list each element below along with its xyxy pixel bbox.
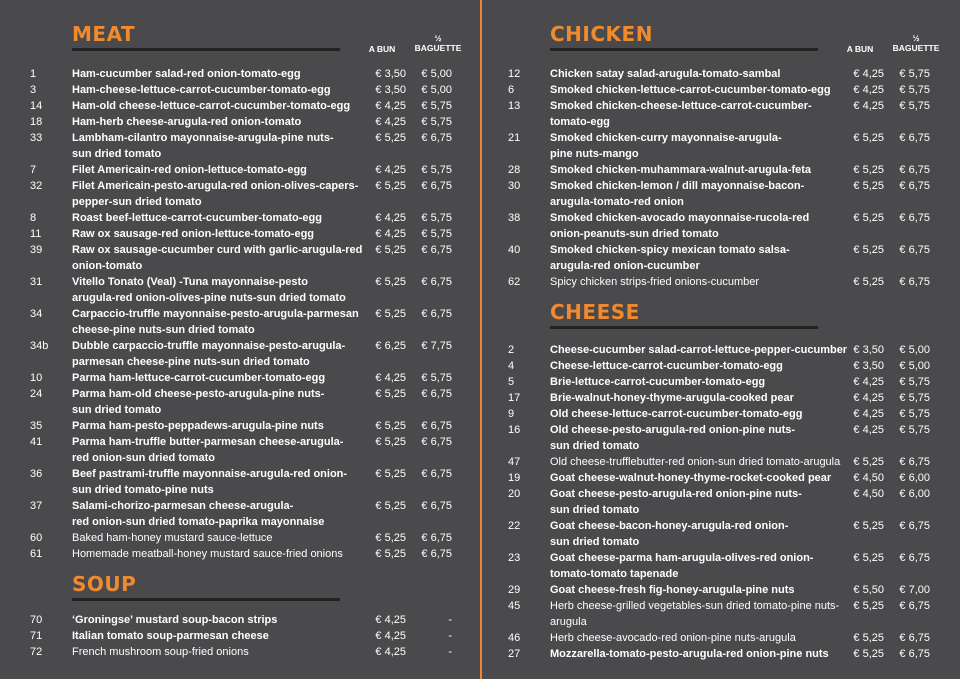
price-bun: € 5,25	[375, 436, 406, 448]
price-baguette: € 6,00	[899, 472, 930, 484]
soup-list	[28, 612, 452, 660]
col-head-baguette	[412, 33, 464, 53]
item-name: Brie-walnut-honey-thyme-arugula-cooked pear	[550, 392, 794, 404]
meat-title: MEAT	[72, 22, 136, 46]
menu-item	[28, 418, 452, 434]
price-bun: € 4,25	[853, 408, 884, 420]
price-baguette: € 6,75	[421, 436, 452, 448]
price-baguette: € 6,75	[421, 276, 452, 288]
item-number: 19	[508, 472, 521, 484]
item-name: Brie-lettuce-carrot-cucumber-tomato-egg	[550, 376, 766, 388]
menu-item	[28, 628, 452, 644]
item-name: ‘Groningse’ mustard soup-bacon strips	[72, 614, 278, 626]
price-baguette: € 5,75	[899, 408, 930, 420]
item-name: Mozzarella-tomato-pesto-arugula-red onion-pine nuts	[550, 648, 829, 660]
item-number: 24	[30, 388, 43, 400]
menu-item	[506, 242, 930, 274]
item-name: Cheese-lettuce-carrot-cucumber-tomato-egg	[550, 360, 783, 372]
price-baguette: € 6,75	[421, 180, 452, 192]
price-baguette: € 7,75	[421, 340, 452, 352]
menu-item	[28, 370, 452, 386]
price-bun: € 3,50	[853, 360, 884, 372]
price-baguette: € 5,75	[899, 68, 930, 80]
price-bun: € 4,25	[375, 614, 406, 626]
item-name: Filet Americain-red onion-lettuce-tomato-egg	[72, 164, 307, 176]
price-bun: € 3,50	[853, 344, 884, 356]
item-name: Baked ham-honey mustard sauce-lettuce	[72, 532, 273, 544]
menu-item	[28, 82, 452, 98]
item-name: Chicken satay salad-arugula-tomato-sambal	[550, 68, 781, 80]
price-bun: € 5,25	[375, 180, 406, 192]
price-bun: € 4,25	[375, 116, 406, 128]
item-name: Beef pastrami-truffle mayonnaise-arugula-red onion- sun dried tomato-pine nuts	[72, 468, 348, 496]
price-baguette: € 5,75	[421, 228, 452, 240]
item-number: 38	[508, 212, 521, 224]
col-head-baguette-label: BAGUETTE	[414, 43, 462, 53]
price-bun: € 5,25	[853, 456, 884, 468]
price-baguette: € 5,75	[421, 100, 452, 112]
item-number: 62	[508, 276, 521, 288]
price-baguette: € 5,75	[421, 116, 452, 128]
price-baguette: -	[448, 614, 452, 626]
price-baguette: € 5,75	[421, 212, 452, 224]
price-baguette: € 5,75	[421, 164, 452, 176]
cheese-header	[506, 300, 930, 330]
item-name: Smoked chicken-avocado mayonnaise-rucola-red onion-peanuts-sun dried tomato	[550, 212, 810, 240]
item-name: Ham-herb cheese-arugula-red onion-tomato	[72, 116, 302, 128]
menu-item	[506, 342, 930, 358]
price-bun: € 4,25	[375, 212, 406, 224]
menu-item	[506, 454, 930, 470]
menu-item	[506, 358, 930, 374]
price-baguette: -	[448, 630, 452, 642]
price-baguette: € 6,75	[899, 244, 930, 256]
price-bun: € 5,25	[375, 276, 406, 288]
menu-item	[506, 98, 930, 130]
menu-item	[506, 390, 930, 406]
price-baguette: -	[448, 646, 452, 658]
menu-item	[506, 422, 930, 454]
cheese-section	[506, 300, 930, 662]
meat-header	[28, 22, 462, 54]
item-name: Old cheese-trufflebutter-red onion-sun dried tomato-arugula	[550, 456, 841, 468]
price-bun: € 4,25	[853, 100, 884, 112]
price-bun: € 4,25	[853, 376, 884, 388]
menu-item	[28, 466, 452, 498]
item-name: Raw ox sausage-cucumber curd with garlic-arugula-red onion-tomato	[72, 244, 363, 272]
item-name: Smoked chicken-curry mayonnaise-arugula- pine nuts-mango	[550, 132, 782, 160]
price-bun: € 5,25	[375, 308, 406, 320]
menu-item	[28, 306, 452, 338]
item-name: Cheese-cucumber salad-carrot-lettuce-pepper-cucumber	[550, 344, 848, 356]
price-baguette: € 6,75	[899, 132, 930, 144]
item-name: Carpaccio-truffle mayonnaise-pesto-arugula-parmesan cheese-pine nuts-sun dried tomato	[72, 308, 359, 336]
chicken-list	[506, 66, 930, 290]
item-number: 36	[30, 468, 43, 480]
price-baguette: € 6,75	[899, 520, 930, 532]
chicken-rule	[550, 48, 818, 51]
price-bun: € 5,25	[853, 648, 884, 660]
menu-item	[506, 518, 930, 550]
item-number: 9	[508, 408, 515, 420]
item-number: 5	[508, 376, 515, 388]
item-number: 45	[508, 600, 521, 612]
item-number: 29	[508, 584, 521, 596]
item-number: 6	[508, 84, 515, 96]
menu-item	[506, 210, 930, 242]
item-name: Smoked chicken-lettuce-carrot-cucumber-tomato-egg	[550, 84, 831, 96]
item-name: Spicy chicken strips-fried onions-cucumber	[550, 276, 760, 288]
price-bun: € 4,50	[853, 472, 884, 484]
price-bun: € 4,25	[375, 372, 406, 384]
item-number: 23	[508, 552, 521, 564]
item-name: Old cheese-pesto-arugula-red onion-pine nuts- sun dried tomato	[550, 424, 796, 452]
item-name: Parma ham-truffle butter-parmesan cheese-arugula- red onion-sun dried tomato	[72, 436, 344, 464]
price-baguette: € 6,75	[899, 276, 930, 288]
price-baguette: € 5,75	[899, 84, 930, 96]
item-name: French mushroom soup-fried onions	[72, 646, 249, 658]
meat-rule	[72, 48, 340, 51]
item-name: Smoked chicken-spicy mexican tomato salsa- arugula-red onion-cucumber	[550, 244, 790, 272]
menu-item	[28, 98, 452, 114]
item-number: 61	[30, 548, 43, 560]
menu-item	[506, 406, 930, 422]
menu-item	[506, 630, 930, 646]
menu-item	[28, 612, 452, 628]
price-bun: € 3,50	[375, 68, 406, 80]
price-baguette: € 5,00	[899, 344, 930, 356]
price-baguette: € 5,75	[899, 424, 930, 436]
price-baguette: € 5,75	[899, 392, 930, 404]
price-bun: € 5,25	[853, 212, 884, 224]
menu-item	[506, 470, 930, 486]
price-bun: € 5,25	[375, 420, 406, 432]
item-number: 20	[508, 488, 521, 500]
item-name: Ham-cheese-lettuce-carrot-cucumber-tomato-egg	[72, 84, 331, 96]
price-bun: € 4,25	[375, 630, 406, 642]
cheese-title: CHEESE	[550, 300, 640, 324]
item-name: Parma ham-pesto-peppadews-arugula-pine nuts	[72, 420, 324, 432]
menu-item	[506, 486, 930, 518]
item-name: Lambham-cilantro mayonnaise-arugula-pine nuts- sun dried tomato	[72, 132, 334, 160]
meat-list	[28, 66, 452, 562]
item-number: 2	[508, 344, 515, 356]
menu-item	[506, 582, 930, 598]
item-number: 72	[30, 646, 43, 658]
price-baguette: € 6,75	[899, 212, 930, 224]
price-bun: € 5,25	[853, 132, 884, 144]
meat-section	[28, 22, 462, 562]
item-number: 16	[508, 424, 521, 436]
item-number: 60	[30, 532, 43, 544]
menu-item	[506, 130, 930, 162]
item-number: 30	[508, 180, 521, 192]
price-bun: € 5,25	[375, 532, 406, 544]
price-bun: € 5,25	[853, 164, 884, 176]
price-baguette: € 6,75	[421, 420, 452, 432]
item-number: 37	[30, 500, 43, 512]
item-name: Parma ham-lettuce-carrot-cucumber-tomato-egg	[72, 372, 326, 384]
item-name: Goat cheese-parma ham-arugula-olives-red onion- tomato-tomato tapenade	[550, 552, 814, 580]
item-number: 32	[30, 180, 43, 192]
item-number: 4	[508, 360, 515, 372]
cheese-rule	[550, 326, 818, 329]
col-head-bun: A BUN	[368, 44, 396, 54]
item-number: 7	[30, 164, 37, 176]
item-name: Herb cheese-avocado-red onion-pine nuts-arugula	[550, 632, 796, 644]
menu-item	[506, 82, 930, 98]
cheese-list	[506, 342, 930, 662]
menu-item	[28, 178, 452, 210]
item-name: Goat cheese-fresh fig-honey-arugula-pine nuts	[550, 584, 795, 596]
menu-item	[28, 338, 452, 370]
col-head-half: ½	[434, 33, 442, 43]
price-bun: € 4,25	[375, 164, 406, 176]
price-bun: € 5,25	[853, 244, 884, 256]
item-number: 13	[508, 100, 521, 112]
menu-item	[506, 550, 930, 582]
price-baguette: € 6,75	[899, 552, 930, 564]
price-baguette: € 6,75	[421, 244, 452, 256]
item-name: Goat cheese-pesto-arugula-red onion-pine nuts- sun dried tomato	[550, 488, 802, 516]
price-bun: € 5,50	[853, 584, 884, 596]
price-baguette: € 6,75	[421, 388, 452, 400]
price-bun: € 5,25	[375, 244, 406, 256]
menu-item	[28, 386, 452, 418]
menu-item	[506, 374, 930, 390]
menu-item	[28, 130, 452, 162]
price-baguette: € 6,75	[899, 648, 930, 660]
item-name: Smoked chicken-muhammara-walnut-arugula-feta	[550, 164, 812, 176]
item-name: Italian tomato soup-parmesan cheese	[72, 630, 269, 642]
price-baguette: € 6,75	[421, 500, 452, 512]
menu-item	[28, 530, 452, 546]
menu-item	[28, 546, 452, 562]
menu-item	[28, 210, 452, 226]
menu-item	[506, 66, 930, 82]
price-baguette: € 6,75	[899, 164, 930, 176]
menu-item	[28, 114, 452, 130]
item-number: 71	[30, 630, 43, 642]
item-name: Salami-chorizo-parmesan cheese-arugula- red onion-sun dried tomato-paprika mayonnaise	[72, 500, 325, 528]
item-name: Filet Americain-pesto-arugula-red onion-olives-capers- pepper-sun dried tomato	[72, 180, 359, 208]
item-number: 35	[30, 420, 43, 432]
item-number: 46	[508, 632, 521, 644]
chicken-header	[506, 22, 940, 54]
item-name: Old cheese-lettuce-carrot-cucumber-tomato-egg	[550, 408, 803, 420]
price-bun: € 4,25	[853, 392, 884, 404]
price-bun: € 5,25	[375, 548, 406, 560]
menu-item	[28, 644, 452, 660]
menu-item	[28, 162, 452, 178]
item-number: 12	[508, 68, 521, 80]
item-number: 70	[30, 614, 43, 626]
item-number: 34b	[30, 340, 49, 352]
soup-header	[28, 572, 452, 602]
col-head-half-right: ½	[912, 33, 920, 43]
price-bun: € 5,25	[375, 388, 406, 400]
item-number: 34	[30, 308, 43, 320]
item-number: 21	[508, 132, 521, 144]
price-baguette: € 5,75	[899, 376, 930, 388]
chicken-section	[506, 22, 940, 290]
price-bun: € 5,25	[375, 132, 406, 144]
menu-item	[506, 274, 930, 290]
price-bun: € 4,50	[853, 488, 884, 500]
item-number: 31	[30, 276, 43, 288]
price-bun: € 4,25	[853, 424, 884, 436]
price-baguette: € 6,75	[899, 632, 930, 644]
price-bun: € 4,25	[853, 84, 884, 96]
soup-title: SOUP	[72, 572, 137, 596]
item-number: 47	[508, 456, 521, 468]
price-baguette: € 6,75	[421, 468, 452, 480]
price-baguette: € 5,00	[899, 360, 930, 372]
col-head-baguette-right	[890, 33, 942, 53]
item-number: 8	[30, 212, 37, 224]
item-number: 14	[30, 100, 43, 112]
soup-rule	[72, 598, 340, 601]
item-number: 33	[30, 132, 43, 144]
menu-item	[28, 226, 452, 242]
item-number: 40	[508, 244, 521, 256]
menu-item	[506, 162, 930, 178]
price-bun: € 4,25	[375, 228, 406, 240]
menu-item	[28, 498, 452, 530]
item-name: Ham-old cheese-lettuce-carrot-cucumber-tomato-egg	[72, 100, 351, 112]
menu-item	[28, 66, 452, 82]
item-number: 22	[508, 520, 521, 532]
item-number: 41	[30, 436, 43, 448]
item-name: Smoked chicken-cheese-lettuce-carrot-cucumber- tomato-egg	[550, 100, 812, 128]
price-baguette: € 5,00	[421, 84, 452, 96]
item-name: Raw ox sausage-red onion-lettuce-tomato-egg	[72, 228, 315, 240]
price-baguette: € 6,75	[899, 180, 930, 192]
price-baguette: € 6,75	[421, 308, 452, 320]
price-baguette: € 5,75	[899, 100, 930, 112]
price-bun: € 4,25	[853, 68, 884, 80]
price-bun: € 3,50	[375, 84, 406, 96]
price-bun: € 5,25	[375, 500, 406, 512]
price-bun: € 5,25	[853, 600, 884, 612]
price-bun: € 4,25	[375, 100, 406, 112]
price-baguette: € 6,75	[899, 600, 930, 612]
price-baguette: € 5,00	[421, 68, 452, 80]
price-baguette: € 7,00	[899, 584, 930, 596]
menu-item	[506, 598, 930, 630]
price-bun: € 4,25	[375, 646, 406, 658]
item-number: 27	[508, 648, 521, 660]
chicken-title: CHICKEN	[550, 22, 653, 46]
col-head-bun-right: A BUN	[846, 44, 874, 54]
price-baguette: € 5,75	[421, 372, 452, 384]
item-number: 3	[30, 84, 37, 96]
item-name: Smoked chicken-lemon / dill mayonnaise-bacon- arugula-tomato-red onion	[550, 180, 805, 208]
item-name: Roast beef-lettuce-carrot-cucumber-tomato-egg	[72, 212, 322, 224]
menu-item	[28, 274, 452, 306]
item-number: 18	[30, 116, 43, 128]
item-name: Vitello Tonato (Veal) -Tuna mayonnaise-pesto arugula-red onion-olives-pine nuts-sun dried tomato	[72, 276, 346, 304]
page-divider	[480, 0, 482, 679]
item-number: 10	[30, 372, 43, 384]
item-name: Dubble carpaccio-truffle mayonnaise-pesto-arugula- parmesan cheese-pine nuts-sun dried tomato	[72, 340, 346, 368]
price-baguette: € 6,75	[421, 548, 452, 560]
price-baguette: € 6,75	[899, 456, 930, 468]
price-bun: € 6,25	[375, 340, 406, 352]
price-bun: € 5,25	[853, 276, 884, 288]
col-head-baguette-label-right: BAGUETTE	[892, 43, 940, 53]
menu-item	[506, 646, 930, 662]
price-bun: € 5,25	[853, 632, 884, 644]
menu-item	[506, 178, 930, 210]
item-number: 11	[30, 228, 42, 240]
item-name: Ham-cucumber salad-red onion-tomato-egg	[72, 68, 301, 80]
item-number: 28	[508, 164, 521, 176]
price-bun: € 5,25	[853, 520, 884, 532]
price-baguette: € 6,75	[421, 532, 452, 544]
soup-section	[28, 572, 452, 660]
item-number: 39	[30, 244, 43, 256]
price-baguette: € 6,00	[899, 488, 930, 500]
price-bun: € 5,25	[853, 552, 884, 564]
item-number: 17	[508, 392, 521, 404]
price-bun: € 5,25	[853, 180, 884, 192]
item-name: Herb cheese-grilled vegetables-sun dried tomato-pine nuts- arugula	[550, 600, 840, 628]
item-name: Homemade meatball-honey mustard sauce-fried onions	[72, 548, 343, 560]
item-name: Goat cheese-bacon-honey-arugula-red onion- sun dried tomato	[550, 520, 789, 548]
price-bun: € 5,25	[375, 468, 406, 480]
price-baguette: € 6,75	[421, 132, 452, 144]
item-name: Parma ham-old cheese-pesto-arugula-pine nuts- sun dried tomato	[72, 388, 325, 416]
item-number: 1	[30, 68, 37, 80]
item-name: Goat cheese-walnut-honey-thyme-rocket-cooked pear	[550, 472, 832, 484]
menu-item	[28, 242, 452, 274]
menu-item	[28, 434, 452, 466]
